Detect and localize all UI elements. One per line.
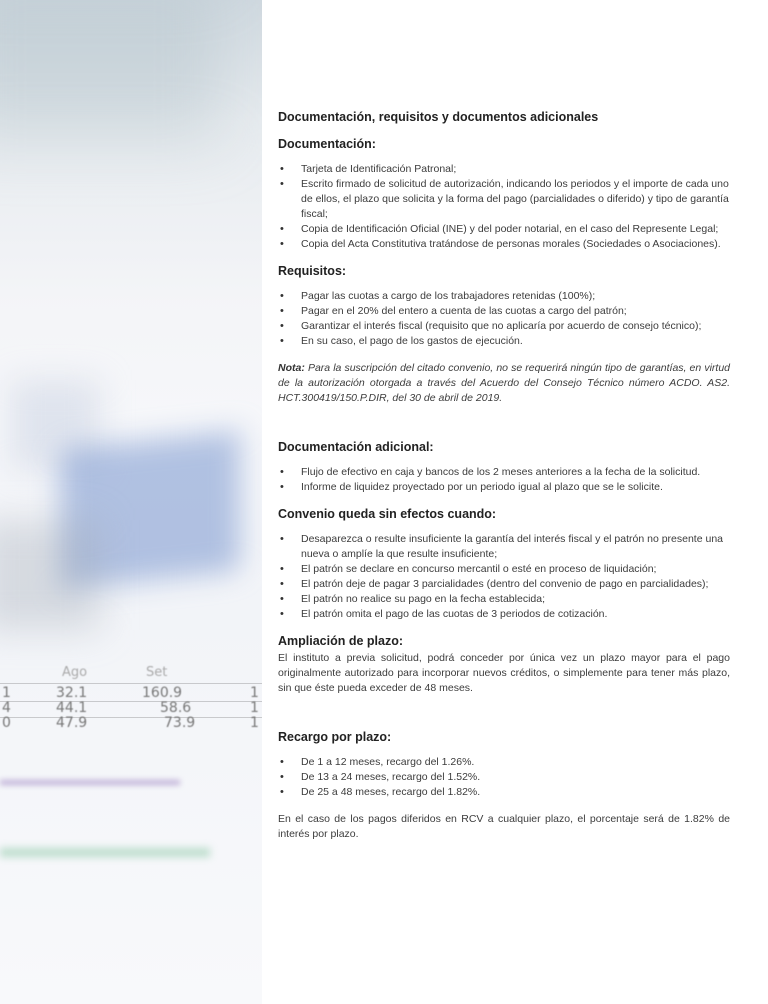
list-item: • En su caso, el pago de los gastos de ejecución. bbox=[278, 334, 730, 349]
sheet-cell: 160.9 bbox=[142, 685, 183, 701]
documentacion-list bbox=[278, 162, 730, 252]
sheet-header-ago: Ago bbox=[62, 665, 88, 680]
photo-blur-top bbox=[0, 0, 220, 140]
list-item: • De 1 a 12 meses, recargo del 1.26%. bbox=[278, 755, 730, 770]
sheet-cell: 32.1 bbox=[56, 685, 88, 701]
requisitos-list bbox=[278, 289, 730, 349]
list-item: • Desaparezca o resulte insuficiente la garantía del interés fiscal y el patrón no presente una nueva o amplíe la que resulte insuficiente; bbox=[278, 532, 730, 562]
sheet-gridline bbox=[0, 683, 262, 684]
list-item: • Copia de Identificación Oficial (INE) y del poder notarial, en el caso del Represente Legal; bbox=[278, 222, 730, 237]
list-item: • El patrón omita el pago de las cuotas de 3 periodos de cotización. bbox=[278, 607, 730, 622]
photo-green-stripe bbox=[0, 848, 210, 857]
sheet-cell: 47.9 bbox=[56, 715, 88, 731]
photo-purple-stripe bbox=[0, 780, 180, 785]
list-item: • Escrito firmado de solicitud de autorización, indicando los periodos y el importe de cada uno de ellos, el plazo que solicita y la forma del pago (parcialidades o diferido) y tipo de garantía fiscal; bbox=[278, 177, 730, 222]
sheet-cell: 1 bbox=[250, 700, 259, 716]
sin-efectos-heading: Convenio queda sin efectos cuando: bbox=[278, 507, 497, 521]
photo-blur-left bbox=[0, 520, 100, 630]
sheet-cell: 1 bbox=[250, 685, 259, 701]
nota-paragraph bbox=[278, 361, 730, 406]
main-title: Documentación, requisitos y documentos adicionales bbox=[278, 110, 599, 124]
requisitos-heading: Requisitos: bbox=[278, 264, 347, 278]
sheet-gridline bbox=[0, 701, 262, 702]
list-item: • El patrón se declare en concurso mercantil o esté en proceso de liquidación; bbox=[278, 562, 730, 577]
list-item: • Informe de liquidez proyectado por un periodo igual al plazo que se le solicite. bbox=[278, 480, 730, 495]
list-item: • Pagar en el 20% del entero a cuenta de las cuotas a cargo del patrón; bbox=[278, 304, 730, 319]
ampliacion-text: El instituto a previa solicitud, podrá conceder por única vez un plazo mayor para el pago originalmente autorizado para incorporar nuevos créditos, o simplemente para tener más plazo, sin que éste pueda exceder de 48 meses. bbox=[278, 652, 730, 694]
photo-spreadsheet bbox=[0, 665, 262, 731]
list-item: • Flujo de efectivo en caja y bancos de los 2 meses anteriores a la fecha de la solicitud. bbox=[278, 465, 730, 480]
list-item: • Pagar las cuotas a cargo de los trabajadores retenidas (100%); bbox=[278, 289, 730, 304]
recargo-list bbox=[278, 755, 730, 800]
sheet-cell: 73.9 bbox=[164, 715, 196, 731]
ampliacion-heading: Ampliación de plazo: bbox=[278, 634, 404, 648]
sheet-cell: 0 bbox=[2, 715, 11, 731]
recargo-heading: Recargo por plazo: bbox=[278, 730, 392, 744]
list-item: • Copia del Acta Constitutiva tratándose de personas morales (Sociedades o Asociaciones). bbox=[278, 237, 730, 252]
nota-text: Para la suscripción del citado convenio, no se requerirá ningún tipo de garantías, en virtud de la autorización otorgada a través del Acuerdo del Consejo Técnico número ACDO. AS2. HCT.300419/150.P.DIR, del 30 de abril de 2019. bbox=[278, 362, 731, 404]
documentacion-adicional-list bbox=[278, 465, 730, 495]
list-item: • El patrón deje de pagar 3 parcialidades (dentro del convenio de pago en parcialidades); bbox=[278, 577, 730, 592]
documentacion-adicional-heading: Documentación adicional: bbox=[278, 440, 434, 454]
sheet-cell: 4 bbox=[2, 700, 11, 716]
list-item: • De 25 a 48 meses, recargo del 1.82%. bbox=[278, 785, 730, 800]
list-item: • De 13 a 24 meses, recargo del 1.52%. bbox=[278, 770, 730, 785]
list-item: • Garantizar el interés fiscal (requisito que no aplicaría por acuerdo de consejo técnico); bbox=[278, 319, 730, 334]
recargo-footer: En el caso de los pagos diferidos en RCV a cualquier plazo, el porcentaje será de 1.82% de interés por plazo. bbox=[278, 813, 730, 840]
list-item: • El patrón no realice su pago en la fecha establecida; bbox=[278, 592, 730, 607]
sheet-cell: 44.1 bbox=[56, 700, 88, 716]
sin-efectos-list bbox=[278, 532, 730, 622]
list-item: • Tarjeta de Identificación Patronal; bbox=[278, 162, 730, 177]
sheet-header-set: Set bbox=[146, 665, 168, 680]
documentacion-heading: Documentación: bbox=[278, 137, 376, 151]
sheet-cell: 1 bbox=[2, 685, 11, 701]
sheet-gridline bbox=[0, 717, 262, 718]
background-photo bbox=[0, 0, 262, 1004]
document-content bbox=[278, 110, 730, 842]
sheet-cell: 58.6 bbox=[160, 700, 192, 716]
nota-label: Nota: bbox=[278, 362, 305, 374]
sheet-cell: 1 bbox=[250, 715, 259, 731]
